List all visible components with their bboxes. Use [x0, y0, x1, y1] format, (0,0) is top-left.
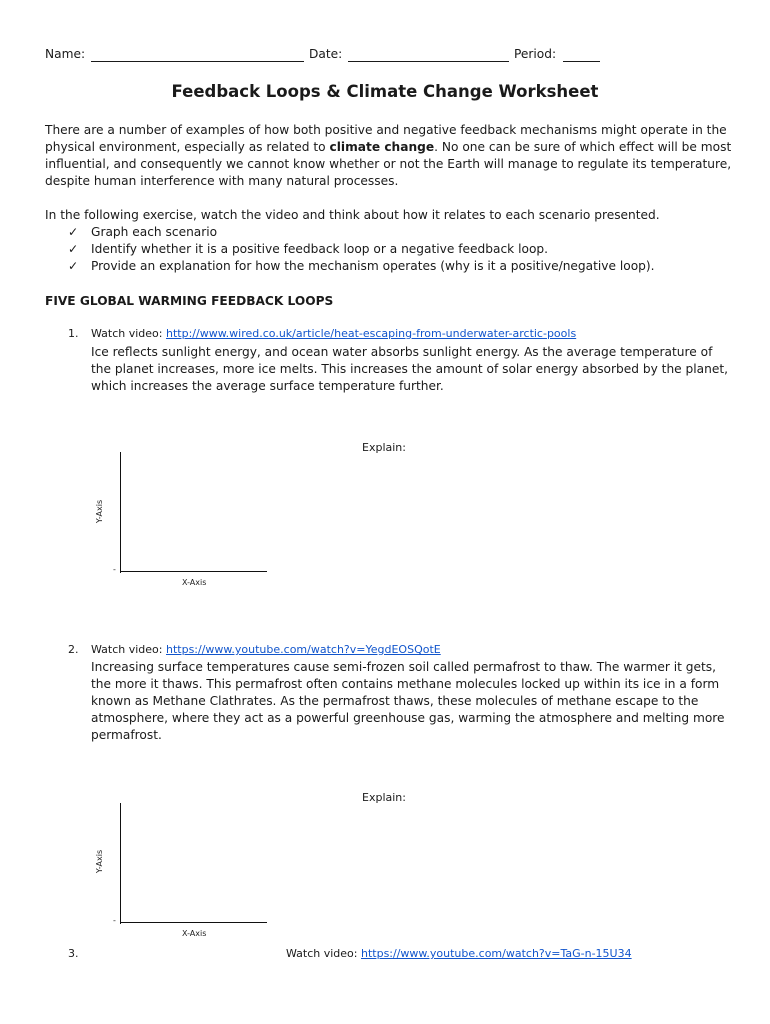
- section-heading: FIVE GLOBAL WARMING FEEDBACK LOOPS: [45, 294, 334, 308]
- origin-tick: -: [113, 916, 116, 925]
- x-axis-line: [120, 571, 267, 572]
- video-link[interactable]: http://www.wired.co.uk/article/heat-escaping-from-underwater-arctic-pools: [166, 327, 577, 340]
- watch-label: Watch video:: [91, 327, 166, 340]
- video-link[interactable]: https://www.youtube.com/watch?v=YegdEOSQotE: [166, 643, 441, 656]
- period-blank[interactable]: [563, 61, 600, 62]
- intro-text-2: . No one can be sure of which effect will be most influential, and consequently we cannot know whether or not the Earth will manage to regulate its temperature, despite human interference with many natural processes.: [45, 140, 732, 188]
- checkmark-icon: ✓: [68, 259, 79, 273]
- instruction-item: Provide an explanation for how the mechanism operates (why is it a positive/negative loop).: [91, 259, 655, 273]
- date-label: Date:: [309, 47, 343, 61]
- item-number: 2.: [68, 643, 79, 656]
- watch-video-line: [286, 947, 632, 960]
- y-axis-label: Y-Axis: [95, 849, 105, 874]
- date-blank[interactable]: [348, 61, 509, 62]
- x-axis-label: X-Axis: [182, 929, 207, 938]
- instruction-item: Graph each scenario: [91, 225, 218, 239]
- y-axis-line: [120, 452, 121, 573]
- y-axis-line: [120, 803, 121, 924]
- page-title: Feedback Loops & Climate Change Worksheet: [171, 82, 599, 101]
- watch-label: Watch video:: [91, 643, 166, 656]
- item-description: Increasing surface temperatures cause semi-frozen soil called permafrost to thaw. The warmer it gets, the more it thaws. This permafrost often contains methane molecules locked up within its ice in a form known as Methane Clathrates. As the permafrost thaws, these molecules of methane escape to the atmosphere, where they act as a powerful greenhouse gas, warming the atmosphere and melting more permafrost.: [91, 660, 725, 742]
- item-number: 1.: [68, 327, 79, 340]
- x-axis-line: [120, 922, 267, 923]
- explain-label: Explain:: [362, 441, 406, 454]
- video-link[interactable]: https://www.youtube.com/watch?v=TaG-n-15U34: [361, 947, 632, 960]
- checkmark-icon: ✓: [68, 242, 79, 256]
- name-blank[interactable]: [91, 61, 304, 62]
- instruction-item: Identify whether it is a positive feedback loop or a negative feedback loop.: [91, 242, 549, 256]
- item-description: Ice reflects sunlight energy, and ocean water absorbs sunlight energy. As the average temperature of the planet increases, more ice melts. This increases the amount of solar energy absorbed by the planet, which increases the average surface temperature further.: [91, 345, 729, 393]
- watch-video-line: [91, 643, 441, 656]
- intro-bold-term: climate change: [329, 140, 435, 154]
- intro-text-1: There are a number of examples of how both positive and negative feedback mechanisms might operate in the physical environment, especially as related to: [45, 123, 727, 154]
- period-label: Period:: [514, 47, 557, 61]
- watch-label: Watch video:: [286, 947, 361, 960]
- y-axis-label: Y-Axis: [95, 499, 105, 524]
- item-number: 3.: [68, 947, 79, 960]
- instructions-lead: In the following exercise, watch the video and think about how it relates to each scenario presented.: [45, 208, 660, 222]
- name-label: Name:: [45, 47, 86, 61]
- x-axis-label: X-Axis: [182, 578, 207, 587]
- intro-paragraph: [45, 122, 735, 190]
- explain-label: Explain:: [362, 791, 406, 804]
- watch-video-line: [91, 327, 576, 340]
- origin-tick: -: [113, 565, 116, 574]
- checkmark-icon: ✓: [68, 225, 79, 239]
